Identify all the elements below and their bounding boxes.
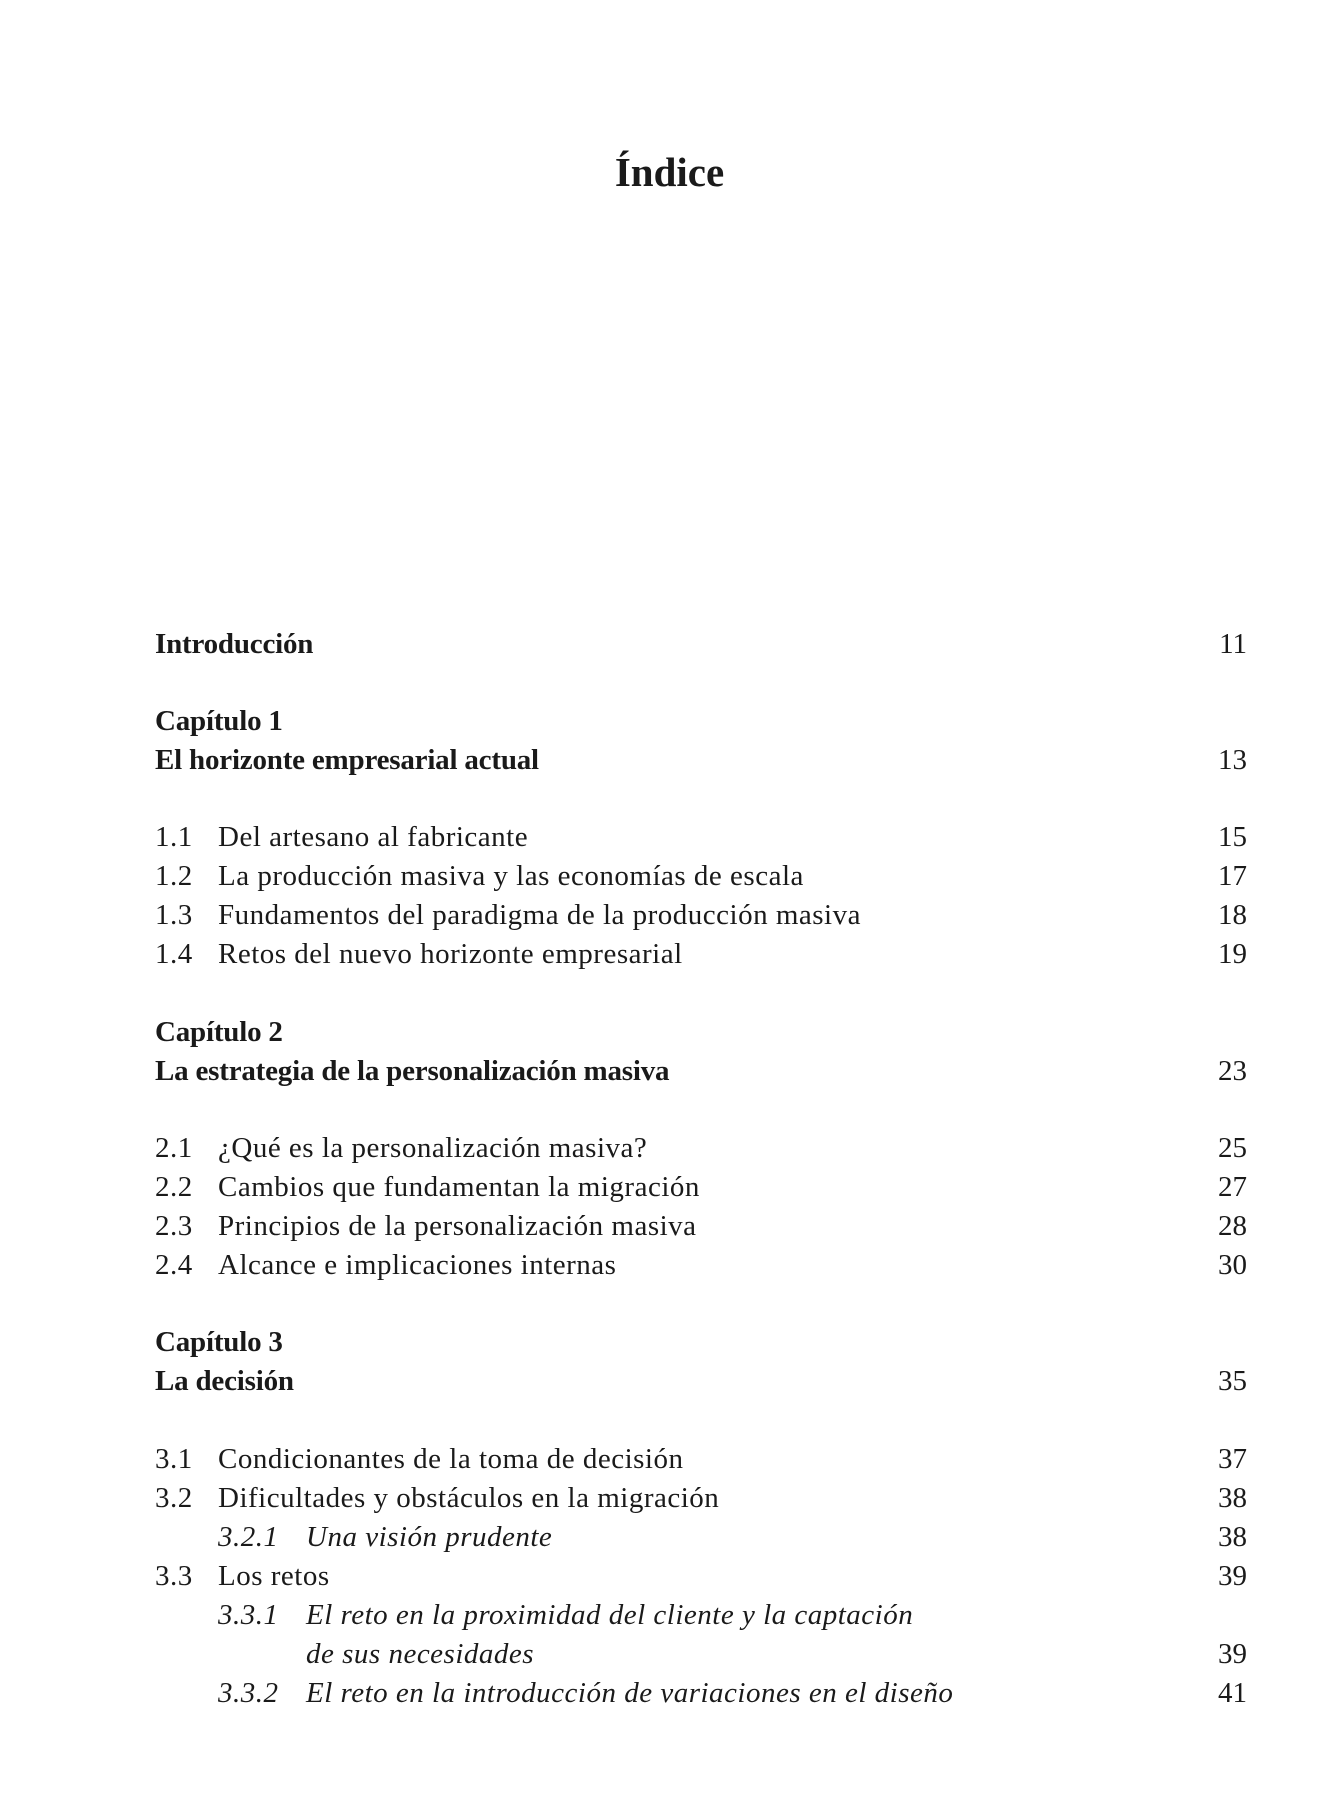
toc-page-number: 39 <box>1218 1560 1247 1592</box>
section-number: 2.4 <box>155 1249 193 1281</box>
toc-entry-3-2-1[interactable] <box>155 1517 1247 1557</box>
chapter-number-label: Capítulo 2 <box>155 1016 283 1048</box>
section-number: 1.1 <box>155 821 193 853</box>
section-number: 2.2 <box>155 1171 193 1203</box>
section-number: 1.4 <box>155 938 193 970</box>
toc-entry-label: Los retos <box>218 1560 330 1592</box>
toc-page-number: 23 <box>1218 1055 1247 1087</box>
toc-entry-label: La producción masiva y las economías de escala <box>218 860 804 892</box>
toc-page-number: 13 <box>1218 744 1247 776</box>
chapter-number-label: Capítulo 3 <box>155 1326 283 1358</box>
section-number: 3.1 <box>155 1443 193 1475</box>
subsection-number: 3.3.2 <box>218 1677 279 1709</box>
toc-entry-3-1[interactable] <box>155 1439 1247 1479</box>
toc-entry-1-3[interactable] <box>155 895 1247 935</box>
toc-entry-label: El reto en la introducción de variaciones en el diseño <box>306 1677 954 1709</box>
chapter-heading-3 <box>155 1322 1247 1362</box>
toc-entry-1-4[interactable] <box>155 934 1247 974</box>
page-title: Índice <box>614 149 725 195</box>
toc-page-number: 25 <box>1218 1132 1247 1164</box>
toc-entry-label: Introducción <box>155 628 321 660</box>
toc-page-number: 35 <box>1218 1365 1247 1397</box>
toc-entry-2-4[interactable] <box>155 1245 1247 1285</box>
chapter-heading-1 <box>155 701 1247 741</box>
toc-entry-label: Retos del nuevo horizonte empresarial <box>218 938 683 970</box>
toc-entry-label: La decisión <box>155 1365 302 1397</box>
toc-page-number: 38 <box>1218 1521 1247 1553</box>
toc-page-number: 37 <box>1218 1443 1247 1475</box>
toc-entry-label: Dificultades y obstáculos en la migración <box>218 1482 720 1514</box>
toc-entry-label: Principios de la personalización masiva <box>218 1210 697 1242</box>
toc-page-number: 27 <box>1218 1171 1247 1203</box>
toc-page-number: 15 <box>1218 821 1247 853</box>
toc-entry-1-2[interactable] <box>155 856 1247 896</box>
section-number: 3.3 <box>155 1560 193 1592</box>
toc-entry-label: Cambios que fundamentan la migración <box>218 1171 700 1203</box>
toc-page-number: 18 <box>1218 899 1247 931</box>
section-number: 3.2 <box>155 1482 193 1514</box>
section-number: 1.2 <box>155 860 193 892</box>
toc-page-number: 39 <box>1218 1638 1247 1670</box>
toc-entry-2-1[interactable] <box>155 1128 1247 1168</box>
subsection-number: 3.2.1 <box>218 1521 279 1553</box>
toc-page-number: 41 <box>1218 1677 1247 1709</box>
chapter-number-label: Capítulo 1 <box>155 705 283 737</box>
section-number: 1.3 <box>155 899 193 931</box>
toc-entry-chapter-3[interactable] <box>155 1361 1247 1401</box>
toc-entry-label: Alcance e implicaciones internas <box>218 1249 617 1281</box>
toc-entry-2-3[interactable] <box>155 1206 1247 1246</box>
section-number: 2.3 <box>155 1210 193 1242</box>
toc-page-number: 28 <box>1218 1210 1247 1242</box>
toc-entry-3-3[interactable] <box>155 1556 1247 1596</box>
toc-entry-3-2[interactable] <box>155 1478 1247 1518</box>
toc-page-number: 38 <box>1218 1482 1247 1514</box>
toc-entry-chapter-1[interactable] <box>155 740 1247 780</box>
toc-entry-introduccion[interactable] <box>155 624 1247 664</box>
toc-page-number: 17 <box>1218 860 1247 892</box>
toc-entry-label: Condicionantes de la toma de decisión <box>218 1443 684 1475</box>
subsection-number: 3.3.1 <box>218 1599 279 1631</box>
toc-entry-label: El reto en la proximidad del cliente y la captación <box>306 1599 914 1631</box>
chapter-heading-2 <box>155 1012 1247 1052</box>
toc-page-number: 30 <box>1218 1249 1247 1281</box>
toc-entry-label: de sus necesidades <box>306 1638 535 1670</box>
toc-entry-label: La estrategia de la personalización masiva <box>155 1055 677 1087</box>
toc-entry-1-1[interactable] <box>155 817 1247 857</box>
toc-entry-chapter-2[interactable] <box>155 1051 1247 1091</box>
toc-entry-3-3-1-line2[interactable] <box>155 1634 1247 1674</box>
toc-entry-label: Una visión prudente <box>306 1521 553 1553</box>
toc-entry-label: Del artesano al fabricante <box>218 821 529 853</box>
toc-entry-label: Fundamentos del paradigma de la producción masiva <box>218 899 861 931</box>
toc-entry-2-2[interactable] <box>155 1167 1247 1207</box>
toc-entry-3-3-1-line1[interactable] <box>155 1595 1247 1635</box>
toc-entry-3-3-2[interactable] <box>155 1673 1247 1713</box>
toc-entry-label: ¿Qué es la personalización masiva? <box>218 1132 648 1164</box>
section-number: 2.1 <box>155 1132 193 1164</box>
toc-entry-label: El horizonte empresarial actual <box>155 744 547 776</box>
toc-page-number: 19 <box>1218 938 1247 970</box>
toc-page-number: 11 <box>1219 628 1247 660</box>
